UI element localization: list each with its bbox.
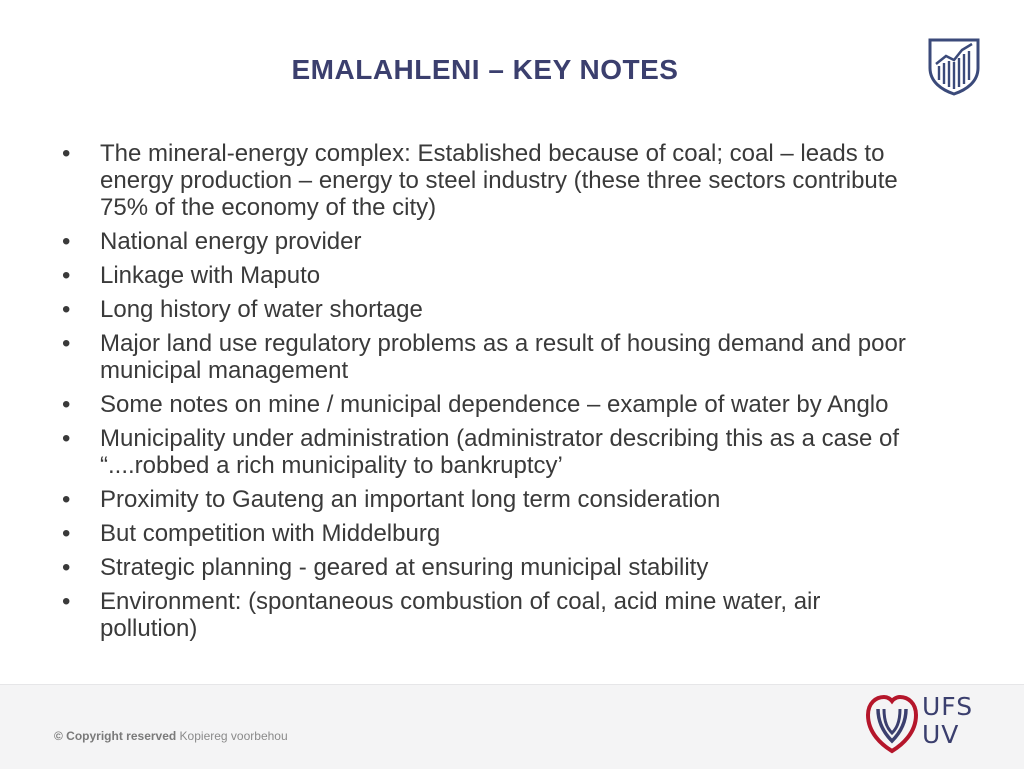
bullet-dot: •	[62, 140, 71, 167]
bullet-text: Long history of water shortage	[100, 296, 423, 323]
university-crest-icon	[926, 36, 982, 96]
copyright-notice	[54, 729, 288, 743]
list-item	[62, 486, 912, 513]
logo-line-ufs: UFS	[922, 692, 974, 721]
bullet-dot: •	[62, 554, 71, 581]
copyright-english: © Copyright reserved	[54, 729, 177, 743]
list-item	[62, 228, 912, 255]
bullet-text: But competition with Middelburg	[100, 520, 441, 547]
bullet-text: Major land use regulatory problems as a result of housing demand and poor municipal management	[100, 330, 906, 384]
list-item	[62, 296, 912, 323]
ufs-heart-logo-icon	[862, 689, 922, 759]
bullet-dot: •	[62, 486, 71, 513]
bullet-text: The mineral-energy complex: Established because of coal; coal – leads to energy production – energy to steel industry (these three sectors contribute 75% of the economy of the city)	[100, 140, 898, 221]
bullet-text: Proximity to Gauteng an important long term consideration	[100, 486, 721, 513]
list-item	[62, 262, 912, 289]
bullet-dot: •	[62, 588, 71, 615]
bullet-text: Municipality under administration (administrator describing this as a case of “....robbed a rich municipality to bankruptcy’	[100, 425, 900, 479]
bullet-text: Strategic planning - geared at ensuring municipal stability	[100, 554, 709, 581]
list-item	[62, 330, 912, 384]
slide-title: EMALAHLENI – KEY NOTES	[291, 54, 679, 85]
bullet-dot: •	[62, 296, 71, 323]
list-item	[62, 554, 912, 581]
bullet-dot: •	[62, 391, 71, 418]
logo-line-uv: UV	[922, 720, 960, 749]
bullet-dot: •	[62, 262, 71, 289]
list-item	[62, 520, 912, 547]
list-item	[62, 140, 912, 221]
bullet-text: Linkage with Maputo	[100, 262, 321, 289]
list-item	[62, 588, 912, 642]
slide-footer	[0, 684, 1024, 769]
bullet-list	[62, 140, 912, 649]
bullet-text: Some notes on mine / municipal dependence – example of water by Anglo	[100, 391, 889, 418]
ufs-logo-text	[922, 693, 973, 749]
list-item	[62, 425, 912, 479]
bullet-text: National energy provider	[100, 228, 362, 255]
bullet-dot: •	[62, 228, 71, 255]
bullet-text: Environment: (spontaneous combustion of coal, acid mine water, air pollution)	[100, 588, 821, 642]
list-item	[62, 391, 912, 418]
bullet-dot: •	[62, 520, 71, 547]
bullet-dot: •	[62, 425, 71, 452]
copyright-afrikaans: Kopiereg voorbehou	[176, 729, 288, 743]
bullet-dot: •	[62, 330, 71, 357]
